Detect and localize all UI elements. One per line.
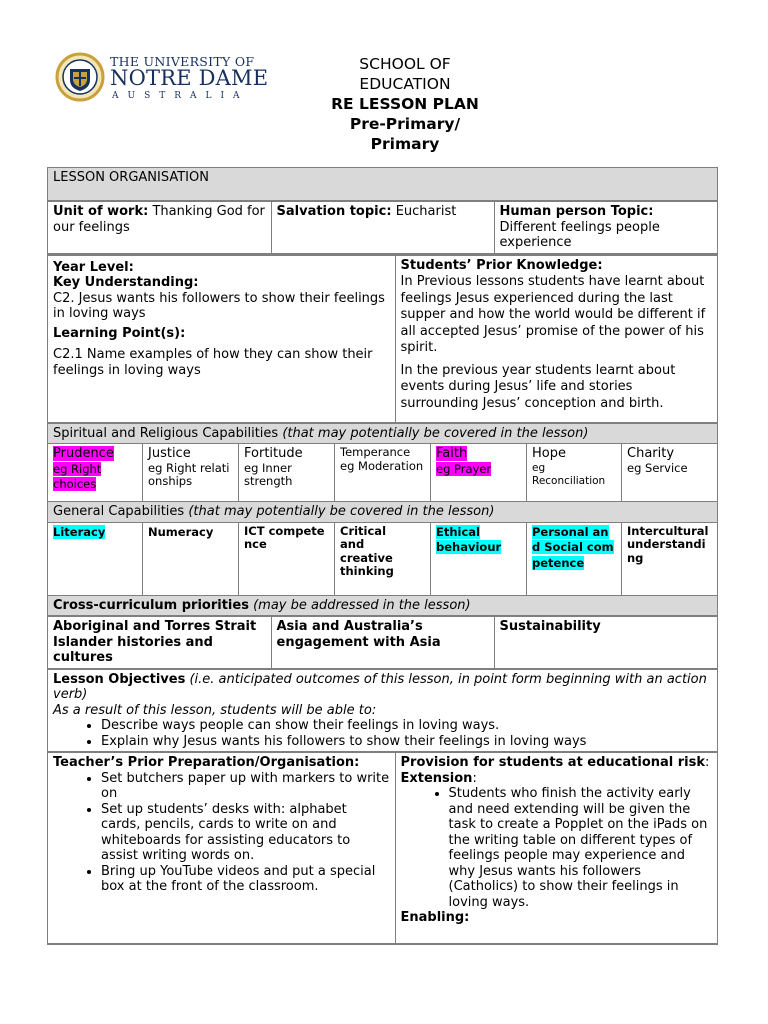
capability-name: Hope [532,446,566,461]
general-capability-label: Ethical behaviour [436,524,502,554]
header-pre-primary: Pre-Primary/ [349,115,461,133]
logo-line-2: NOTRE DAME [110,66,269,90]
capability-prudence [48,444,143,502]
general-capability-label: Numeracy [148,524,214,539]
capability-example: eg Right choices [53,461,102,491]
capability-faith [431,444,527,502]
capability-charity [622,444,718,502]
extension-item: • Students who finish the activity early and need extending will be given the task to create a Popplet on the iPads on the writing table on different types of feelings people may experience and why Jesus wants his followers (Catholics) to show their feelings in loving ways. [449,786,713,910]
header-school: SCHOOL OF [359,55,451,73]
general-capabilities-title: General Capabilities [53,504,185,519]
learning-points-label: Learning Point(s): [53,325,186,341]
general-capability-personal-social [527,522,622,595]
capability-example: eg Inner strength [244,460,293,488]
preparation-item: • Set up students’ desks with: alphabet cards, pencils, cards to write on and whiteboards for assisting educators to assist writing words on. [101,802,390,864]
crest-icon [54,52,106,102]
document-header [300,54,510,154]
enabling-label: Enabling: [400,910,470,925]
lesson-objectives-cell [48,669,718,752]
preparation-provision-row [48,752,718,944]
capability-example: eg Right relationships [148,460,230,488]
header-plan-title: RE LESSON PLAN [331,95,479,113]
cross-curriculum-note: (may be addressed in the lesson) [253,597,471,613]
capability-temperance [335,444,431,502]
general-capability-ict [239,522,335,595]
provision-label: Provision for students at educational risk [400,755,706,770]
lesson-objectives-intro: As a result of this lesson, students will be able to: [53,702,377,718]
prior-knowledge-paragraph-1: In Previous lessons students have learnt about feelings Jesus experienced during the last supper and how the world would be different if all accepted Jesus’ promise of the power of his spirit. [400,274,706,355]
logo-line-3: AUSTRALIA [112,91,249,101]
prior-knowledge-cell [395,255,718,422]
spiritual-capabilities-title: Spiritual and Religious Capabilities [53,425,279,441]
lesson-objectives-note: (i.e. anticipated outcomes of this lesson, in point form beginning with an action verb) [53,671,707,702]
objective-item: • Explain why Jesus wants his followers to show their feelings in loving ways [101,734,712,750]
general-capability-intercultural [622,522,718,595]
salvation-topic-cell [271,202,494,254]
lesson-objectives-list [53,718,712,749]
spiritual-capabilities-heading [48,423,718,444]
extension-label: Extension [400,770,473,786]
teacher-preparation-label: Teacher’s Prior Preparation/Organisation: [53,755,360,770]
objective-item: • Describe ways people can show their feelings in loving ways. [101,718,712,734]
learning-points-value: C2.1 Name examples of how they can show their feelings in loving ways [53,347,373,378]
general-capabilities-note: (that may potentially be covered in the lesson) [188,504,495,519]
general-capability-label: ICT competence [244,523,325,551]
key-understanding-value: C2. Jesus wants his followers to show their feelings in loving ways [53,290,385,321]
human-person-topic-value: Different feelings people experience [499,219,660,250]
unit-row [48,201,718,254]
lesson-organisation-heading [48,168,718,201]
lesson-organisation-label: LESSON ORGANISATION [53,170,209,185]
general-capabilities-heading [48,502,718,523]
key-understanding-label: Key Understanding: [53,275,199,290]
capability-name: Temperance [340,445,411,459]
general-capability-numeracy [143,522,239,595]
general-capability-literacy [48,522,143,595]
preparation-item: • Set butchers paper up with markers to write on [101,771,390,802]
year-level-cell [48,255,395,422]
year-knowledge-row [48,255,718,423]
general-capability-ethical [431,522,527,595]
prior-knowledge-paragraph-2: In the previous year students learnt about events during Jesus’ life and stories surrounding Jesus’ conception and birth. [400,362,676,411]
general-capability-label: Critical and creative thinking [340,523,394,578]
salvation-topic-value: Eucharist [395,204,457,219]
capability-justice [143,444,239,502]
logo-line-1: THE UNIVERSITY OF [110,54,255,69]
year-level-label: Year Level: [53,259,134,275]
human-person-topic-label: Human person Topic: [499,204,654,219]
capability-example: eg Moderation [340,458,424,473]
provision-colon: : [705,755,710,770]
cross-curriculum-row [48,616,718,669]
cross-curriculum-title: Cross-curriculum priorities [53,597,249,613]
lesson-plan-table [47,167,718,945]
unit-of-work-value: Thanking God for our feelings [53,204,265,235]
lesson-objectives-label: Lesson Objectives [53,671,186,687]
unit-of-work-label: Unit of work: [53,204,149,219]
salvation-topic-label: Salvation topic: [276,204,392,219]
capability-name: Fortitude [244,446,303,461]
prior-knowledge-label: Students’ Prior Knowledge: [400,257,603,273]
capability-example: eg Prayer [436,461,492,476]
capability-name: Justice [148,446,191,461]
header-education: EDUCATION [359,75,451,93]
provision-cell: Provision for students at educational risk: Extension: • Students who finish the activity early and need extending will be given the task to create a Popplet on the iPads on the writing table on different types of feelings people may experience and why Jesus wants his followers (Catholics) to show their feelings in loving ways. Enabling: [395,753,718,944]
spiritual-capabilities-note: (that may potentially be covered in the lesson) [282,425,589,441]
cross-priority-sustainability: Sustainability [494,617,718,669]
general-capability-critical-thinking [335,522,431,595]
cross-priority-asia: Asia and Australia’s engagement with Asia [271,617,494,669]
preparation-item: • Bring up YouTube videos and put a special box at the front of the classroom. [101,864,390,895]
capability-name: Prudence [53,446,114,461]
general-capability-label: Personal and Social competence [532,524,614,570]
capability-example: eg Service [627,460,688,475]
general-capability-label: Intercultural understanding [627,523,709,565]
capability-name: Charity [627,446,675,461]
capability-fortitude [239,444,335,502]
teacher-preparation-cell [48,753,395,944]
extension-list [401,786,713,910]
capability-name: Faith [436,446,468,461]
capability-hope [527,444,622,502]
header-primary: Primary [370,135,440,153]
cross-priority-aboriginal: Aboriginal and Torres Strait Islander histories and cultures [48,617,271,669]
university-logo [54,52,269,104]
unit-of-work-cell [48,202,271,254]
teacher-preparation-list [53,771,390,895]
cross-curriculum-heading [48,595,718,616]
capability-example: eg Reconciliation [532,461,606,487]
general-capability-label: Literacy [53,524,106,539]
human-person-topic-cell [494,202,718,254]
